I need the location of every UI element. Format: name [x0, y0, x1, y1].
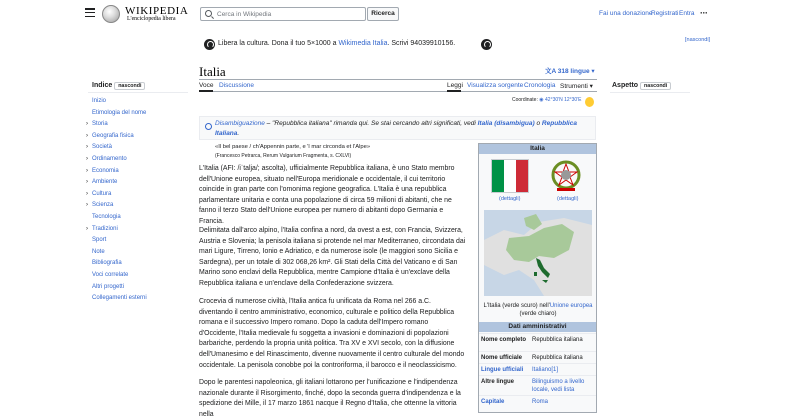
italia-disambigua-link[interactable]: Italia (disambigua) — [477, 120, 535, 127]
toc-item[interactable]: Etimologia del nome — [92, 109, 147, 116]
site-header — [0, 0, 800, 30]
toc-item[interactable]: Sport — [92, 237, 107, 244]
paragraph-1: L'Italia (AFI: /iˈtalja/; ascolta), ufficialmente Repubblica italiana, è uno Stato membro dell'Unione europea, situato nell'Europa meridionale e occidentale, il cui territorio coincide in gran parte con l'omonima regione geografica. L'Italia è una repubblica parlamentare unitaria e conta una popolazione di circa 59 milioni di abitanti, che ne fanno il terzo Stato dell'Unione europea per numero di abitanti dopo Germania e Francia. — [199, 165, 455, 225]
wikimedia-icon — [204, 39, 215, 50]
infobox-value: Repubblica italiana — [532, 337, 583, 343]
donation-banner — [0, 33, 800, 57]
tabs-divider — [199, 91, 597, 92]
toc-expand-icon[interactable]: › — [86, 121, 88, 128]
infobox-row — [479, 363, 596, 375]
wikipedia-wordmark[interactable]: WIKIPEDIA — [125, 5, 189, 17]
disambiguation-icon — [205, 123, 212, 130]
tab-history[interactable]: Cronologia — [524, 82, 556, 89]
toc-item[interactable]: Inizio — [92, 98, 107, 104]
toc-item[interactable]: Ordinamento — [92, 156, 127, 162]
flag-details-link[interactable]: (dettagli) — [499, 196, 521, 202]
page-title: Italia — [199, 64, 226, 79]
infobox-row — [479, 351, 596, 363]
tab-active-indicator — [447, 90, 461, 92]
toc-item[interactable]: Collegamenti esterni — [92, 295, 147, 302]
paragraph-3: Crocevia di numerose civiltà, l'Italia antica fu unificata da Roma nel 266 a.C. diventando il centro amministrativo, economico, culturale e politico della Repubblica romana e il successivo Impero romano. Dopo la caduta dell'Impero romano d'Occidente, l'Italia medievale fu soggetta a invasioni e dominazioni di popolazioni barbariche, perdendo la propria unità politica. Tra XV e XVI secolo, con la diffusione dell'Umanesimo e del Rinascimento, divenne nuovamente il centro culturale del mondo occidentale. La penisola conobbe poi la controriforma, il barocco e il neoclassicismo. — [199, 298, 465, 369]
infobox — [478, 143, 597, 413]
tools-menu[interactable]: Strumenti ▾ — [560, 83, 593, 90]
search-placeholder: Cerca in Wikipedia — [217, 10, 272, 18]
infobox-row — [479, 395, 596, 407]
flag-green-band — [492, 160, 504, 192]
appearance-title: Aspetto nascondi — [612, 82, 671, 90]
toc-title: Indice nascondi — [92, 82, 145, 90]
infobox-value[interactable]: Bilinguismo a livello locale, vedi lista — [532, 379, 585, 393]
toc-item[interactable]: Note — [92, 248, 105, 255]
infobox-key: Lingue ufficiali — [481, 367, 524, 373]
infobox-row — [479, 375, 596, 395]
toc-item[interactable]: Scienza — [92, 202, 114, 209]
infobox-section-header: Dati amministrativi — [479, 322, 596, 332]
appearance-divider — [610, 92, 690, 93]
wikipedia-tagline: L'enciclopedia libera — [127, 16, 176, 22]
donate-link[interactable]: Fai una donazione — [599, 10, 653, 17]
toc-expand-icon[interactable]: › — [86, 167, 88, 174]
toc-expand-icon[interactable]: › — [86, 156, 88, 162]
infobox-key: Nome completo — [481, 337, 527, 343]
toc-item[interactable]: Società — [92, 144, 113, 151]
eu-link[interactable]: Unione europea — [549, 303, 593, 309]
infobox-title: Italia — [479, 144, 596, 154]
toc-expand-icon[interactable]: › — [86, 225, 88, 232]
toc-divider — [88, 92, 188, 93]
infobox-row — [479, 333, 596, 351]
infobox-key: Capitale — [481, 399, 505, 405]
banner-hide-link[interactable]: [nascondi] — [685, 37, 711, 43]
toc-expand-icon[interactable]: › — [86, 202, 88, 209]
toc-item[interactable]: Voci correlate — [92, 272, 129, 278]
search-icon — [205, 10, 212, 17]
translate-icon: 文A — [545, 68, 556, 75]
tab-discussion[interactable]: Discussione — [219, 82, 255, 89]
main-menu-icon[interactable] — [85, 8, 95, 17]
appearance-hide-button[interactable]: nascondi — [640, 82, 671, 90]
flag-image[interactable] — [491, 159, 529, 193]
toc-item[interactable]: Tradizioni — [92, 225, 118, 232]
language-button[interactable]: 文A 318 lingue ▾ — [545, 68, 595, 75]
toc-item[interactable]: Bibliografia — [92, 260, 122, 267]
emblem-details-link[interactable]: (dettagli) — [557, 196, 579, 202]
globe-icon: ◉ — [539, 97, 544, 103]
paragraph-4: Dopo le parentesi napoleonica, gli italiani lottarono per l'unificazione e l'indipendenza nazionale durante il Risorgimento, finché, dopo la seconda guerra d'indipendenza e la spedizione dei Mille, il 17 marzo 1861 nacque il Regno d'Italia, che ottenne la vittoria nella — [199, 379, 461, 418]
wikipedia-globe-logo[interactable] — [102, 5, 120, 23]
toc-expand-icon[interactable]: › — [86, 179, 88, 186]
repubblica-italiana-link[interactable]: Repubblica Italiana — [215, 120, 577, 137]
search-input[interactable] — [200, 7, 366, 21]
eu-locator-map[interactable] — [484, 210, 592, 296]
wikimedia-icon — [481, 39, 492, 50]
toc-item[interactable]: Geografia fisica — [92, 132, 134, 139]
coordinates[interactable]: Coordinate: ◉ 42°30′N 12°30′E — [512, 97, 582, 103]
quote-source: (Francesco Petrarca, Rerum Vulgarium Fragmenta, s. CXLVI) — [215, 152, 352, 159]
tab-read[interactable]: Leggi — [447, 82, 463, 89]
banner-text: Libera la cultura. Dona il tuo 5×1000 a Wikimedia Italia. Scrivi 94039910156. — [218, 40, 456, 47]
tab-active-indicator — [199, 90, 213, 92]
tab-view-source[interactable]: Visualizza sorgente — [467, 82, 524, 89]
disambiguation-link[interactable]: Disambiguazione — [215, 120, 265, 127]
toc-item[interactable]: Ambiente — [92, 179, 118, 186]
infobox-key: Altre lingue — [481, 379, 515, 385]
toc-expand-icon[interactable]: › — [86, 190, 88, 197]
lock-icon — [585, 97, 594, 107]
login-link[interactable]: Entra — [679, 10, 695, 17]
infobox-value[interactable]: Italiano[1] — [532, 367, 559, 373]
toc-item[interactable]: Altri progetti — [92, 283, 125, 290]
title-divider — [199, 79, 597, 80]
paragraph-2: Delimitata dall'arco alpino, l'Italia confina a nord, da ovest a est, con Francia, Svizzera, Austria e Slovenia; la penisola italiana si protende nel mar Mediterraneo, circondata dai mari Ligure, Tirreno, Ionio e Adriatico, e da numerose isole (le maggiori sono Sicilia e Sardegna), per un totale di 302 068,26 km². Gli Stati della Città del Vaticano e di San Marino sono enclavi della Repubblica, mentre Campione d'Italia è un'exclave della Repubblica italiana e un'enclave della Confederazione svizzera. — [199, 227, 466, 287]
toc-expand-icon[interactable]: › — [86, 144, 88, 151]
search-button[interactable]: Ricerca — [367, 7, 399, 21]
banner-link[interactable]: Wikimedia Italia — [338, 40, 388, 47]
map-caption: L'Italia (verde scuro) nell'Unione europea (verde chiaro) — [483, 303, 593, 317]
infobox-value: Repubblica italiana — [532, 355, 583, 361]
disambiguation-notice: Disambiguazione – "Repubblica italiana" rimanda qui. Se stai cercando altri significati, vedi Italia (disambigua) o Repubblica Italiana. — [199, 116, 596, 140]
register-link[interactable]: Registrati — [651, 10, 679, 17]
toc-item[interactable]: Economia — [92, 167, 119, 174]
toc-item[interactable]: Tecnologia — [92, 214, 121, 220]
quote: «Il bel paese / ch'Appennin parte, e 'l mar circonda et l'Alpe» (Francesco Petrarca, Rerum Vulgarium Fragmenta, s. CXLVI) — [215, 143, 465, 160]
infobox-value[interactable]: Roma — [532, 399, 549, 405]
more-options-icon[interactable]: ··· — [700, 8, 708, 18]
toc-item[interactable]: Storia — [92, 121, 108, 128]
tab-article[interactable]: Voce — [199, 82, 214, 89]
flag-red-band — [516, 160, 528, 192]
toc-item[interactable]: Cultura — [92, 190, 112, 197]
flag-white-band — [504, 160, 516, 192]
toc-expand-icon[interactable]: › — [86, 132, 88, 139]
infobox-key: Nome ufficiale — [481, 355, 523, 361]
emblem-image[interactable] — [549, 158, 583, 194]
toc-hide-button[interactable]: nascondi — [114, 82, 145, 90]
